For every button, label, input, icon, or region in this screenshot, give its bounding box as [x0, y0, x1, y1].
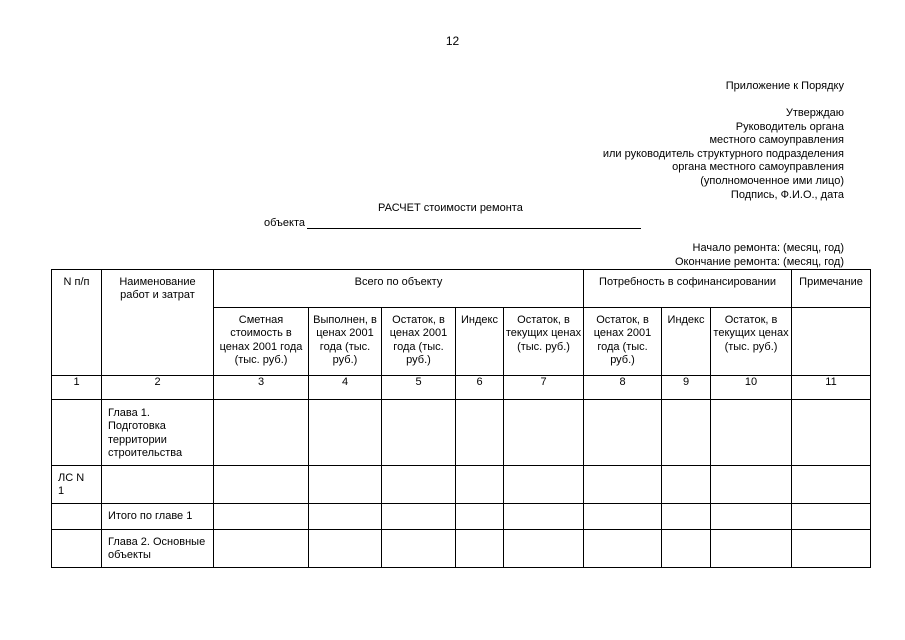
subheader-cell: Остаток, в текущих ценах (тыс. руб.) [711, 308, 792, 376]
object-line [264, 216, 641, 229]
cost-table [51, 269, 871, 568]
table-row [52, 466, 871, 504]
subheader-cell: Индекс [456, 308, 504, 376]
table-row [52, 530, 871, 568]
column-number: 1 [52, 376, 102, 400]
subheader-cell: Индекс [662, 308, 711, 376]
repair-start: Начало ремонта: (месяц, год) [692, 242, 844, 254]
row-num-cell: ЛС N 1 [52, 466, 102, 504]
document-title: РАСЧЕТ стоимости ремонта [378, 202, 523, 214]
approval-line: местного самоуправления [709, 134, 844, 147]
column-number: 3 [214, 376, 309, 400]
column-number: 5 [382, 376, 456, 400]
approval-line: органа местного самоуправления [672, 161, 844, 174]
column-number: 7 [504, 376, 584, 400]
subheader-cell: Остаток, в ценах 2001 года (тыс. руб.) [584, 308, 662, 376]
table-row [52, 400, 871, 466]
row-name-cell [102, 466, 214, 504]
subheader-cell: Сметная стоимость в ценах 2001 года (тыс. руб.) [214, 308, 309, 376]
table-header-row [52, 270, 871, 308]
table-row [52, 504, 871, 530]
row-name-cell: Итого по главе 1 [102, 504, 214, 530]
column-number: 10 [711, 376, 792, 400]
row-name-cell: Глава 1. Подготовка территории строительства [102, 400, 214, 466]
row-num-cell [52, 530, 102, 568]
approval-line: (уполномоченное ими лицо) [700, 174, 844, 187]
approval-line: Подпись, Ф.И.О., дата [730, 188, 844, 201]
column-number: 11 [792, 376, 871, 400]
column-number-row [52, 376, 871, 400]
column-number: 9 [662, 376, 711, 400]
column-number: 8 [584, 376, 662, 400]
repair-dates [675, 242, 844, 269]
row-name-cell: Глава 2. Основные объекты [102, 530, 214, 568]
page-number: 12 [445, 34, 460, 48]
header-group-total: Всего по объекту [214, 270, 584, 308]
header-col-note: Примечание [792, 270, 871, 308]
approval-block [603, 107, 844, 202]
subheader-cell: Выполнен, в ценах 2001 года (тыс. руб.) [309, 308, 382, 376]
header-col-name: Наименование работ и затрат [102, 270, 214, 376]
subheader-empty-cell [792, 308, 871, 376]
subheader-cell: Остаток, в текущих ценах (тыс. руб.) [504, 308, 584, 376]
appendix-label: Приложение к Порядку [725, 80, 844, 92]
object-underline [307, 216, 641, 229]
column-number: 2 [102, 376, 214, 400]
approval-line: Утверждаю [785, 107, 844, 119]
repair-end: Окончание ремонта: (месяц, год) [674, 255, 844, 268]
approval-line: Руководитель органа [735, 120, 844, 133]
row-num-cell [52, 504, 102, 530]
row-num-cell [52, 400, 102, 466]
subheader-cell: Остаток, в ценах 2001 года (тыс. руб.) [382, 308, 456, 376]
object-label: объекта [264, 217, 306, 229]
column-number: 6 [456, 376, 504, 400]
header-group-cofinancing: Потребность в софинансировании [584, 270, 792, 308]
column-number: 4 [309, 376, 382, 400]
approval-line: или руководитель структурного подразделения [602, 147, 844, 160]
header-col-num: N п/п [52, 270, 102, 376]
